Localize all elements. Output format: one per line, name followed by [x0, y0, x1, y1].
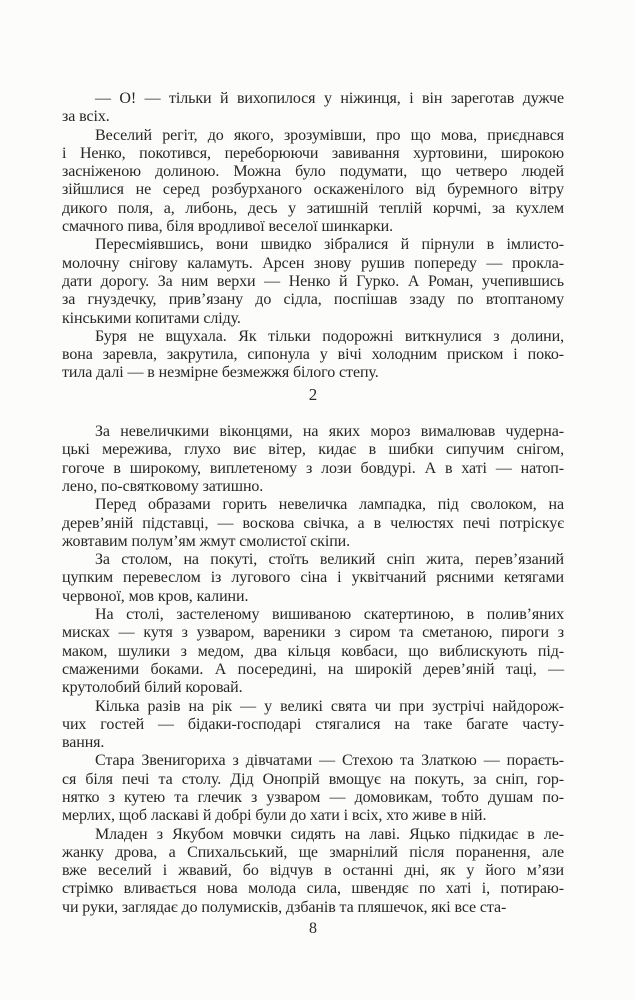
text-line: і Ненко, покотився, переборюючи завивання хуртовини, широкою — [62, 144, 564, 162]
text-line: дерев’яній підставці, — воскова свічка, а в челюстях печі потріскує — [62, 514, 564, 532]
text-line: На столі, застеленому вишиваною скатертиною, в полив’яних — [95, 606, 564, 624]
paragraph — [62, 423, 564, 496]
text-line: дати дорогу. За ним верхи — Ненко й Гурко. А Роман, учепившись — [62, 272, 564, 290]
paragraph — [62, 236, 564, 327]
paragraph — [62, 606, 564, 697]
text-line: тила далі — в незмірне безмежжя білого степу. — [62, 364, 379, 382]
text-line: смаженими боками. А посередині, на широкій дерев’яній таці, — — [62, 660, 564, 678]
paragraph — [62, 826, 564, 917]
paragraph — [62, 90, 564, 127]
text-line: Младен з Якубом мовчки сидять на лаві. Яцько підкидає в ле- — [95, 825, 564, 843]
text-line: стрімко вливається нова молода сила, швендяє по хаті і, потираю- — [62, 880, 564, 898]
text-line: за гнуздечку, прив’язану до сідла, поспішав ззаду по втоптаному — [62, 291, 564, 309]
paragraph — [62, 752, 564, 825]
text-line: Перед образами горить невеличка лампадка, під сволоком, на — [95, 496, 564, 514]
paragraph — [62, 698, 564, 753]
text-line: кінськими копитами сліду. — [62, 309, 241, 327]
text-line: цькі мережива, глухо виє вітер, кидає в шибки сипучим снігом, — [62, 441, 564, 459]
text-line: молочну снігову каламуть. Арсен знову рушив попереду — прокла- — [62, 254, 564, 272]
text-part-after-section — [62, 423, 564, 917]
text-line: маком, шулики з медом, два кільця ковбаси, що виблискують під- — [62, 642, 564, 660]
paragraph — [62, 496, 564, 551]
paragraph — [62, 328, 564, 383]
page-number: 8 — [309, 920, 317, 938]
text-line: зійшлися не серед розбурханого оскаженілого від буремного вітру — [62, 181, 564, 199]
text-line: нятко з кутею та глечик з узваром — домовикам, тобто душам по- — [62, 788, 564, 806]
text-line: жанку дрова, а Спихальський, ще змарнілий після поранення, але — [62, 843, 564, 861]
text-line: Веселий регіт, до якого, зрозумівши, про що мова, приєднався — [95, 126, 564, 144]
text-line: За столом, на покуті, стоїть великий сніп жита, перев’язаний — [95, 551, 564, 569]
text-line: вже веселий і жвавий, бо відчув в останні дні, як у його м’язи — [62, 862, 564, 880]
text-block — [62, 90, 564, 938]
paragraph — [62, 127, 564, 237]
text-line: вона заревла, закрутила, сипонула у вічі холодним приском і поко- — [62, 346, 564, 364]
section-number-heading: 2 — [308, 384, 318, 404]
text-line: дикого поля, а, либонь, десь у затишній теплій корчмі, за кухлем — [62, 199, 564, 217]
text-line: засніженою долиною. Можна було подумати, що четверо людей — [62, 163, 564, 181]
text-line: — О! — тільки й вихопилося у ніжинця, і він зареготав дужче — [95, 90, 564, 107]
text-line: мерлих, щоб ласкаві й добрі були до хати і всіх, хто живе в ній. — [62, 807, 487, 825]
text-line: лено, по-святковому затишно. — [62, 477, 264, 495]
text-line: Кілька разів на рік — у великі свята чи при зустрічі найдорож- — [95, 697, 564, 715]
text-line: Буря не вщухала. Як тільки подорожні виткнулися з долини, — [95, 327, 564, 345]
text-line: чи руки, заглядає до полумисків, дзбанів та пляшечок, які все ста- — [62, 898, 507, 916]
text-line: Стара Звенигориха з дівчатами — Стехою та Златкою — пораєть- — [95, 752, 564, 770]
text-line: цупким перевеслом із лугового сіна і уквітчаний рясними кетягами — [62, 569, 564, 587]
text-line: вання. — [62, 734, 105, 752]
text-line: ся біля печі та столу. Дід Онопрій вмощує на покуть, за сніп, гор- — [62, 770, 564, 788]
text-part-before-section — [62, 90, 564, 383]
text-line: смачного пива, біля вродливої веселої шинкарки. — [62, 218, 394, 236]
text-line: гогоче в широкому, виплетеному з лози бовдурі. А в хаті — натоп- — [62, 459, 564, 477]
paragraph — [62, 551, 564, 606]
text-line: мисках — кутя з узваром, вареники з сиром та сметаною, пироги з — [62, 624, 564, 642]
text-line: чих гостей — бідаки-господарі стягалися на таке багате часту- — [62, 715, 564, 733]
text-line: Пересміявшись, вони швидко зібралися й пірнули в імлисто- — [95, 236, 564, 254]
text-line: За невеличкими віконцями, на яких мороз вималював чудерна- — [95, 423, 564, 441]
text-line: червоної, мов кров, калини. — [62, 587, 249, 605]
text-line: жовтавим полум’ям жмут смолистої скіпи. — [62, 532, 351, 550]
text-line: крутолобий білий коровай. — [62, 679, 243, 697]
text-line: за всіх. — [62, 108, 110, 126]
